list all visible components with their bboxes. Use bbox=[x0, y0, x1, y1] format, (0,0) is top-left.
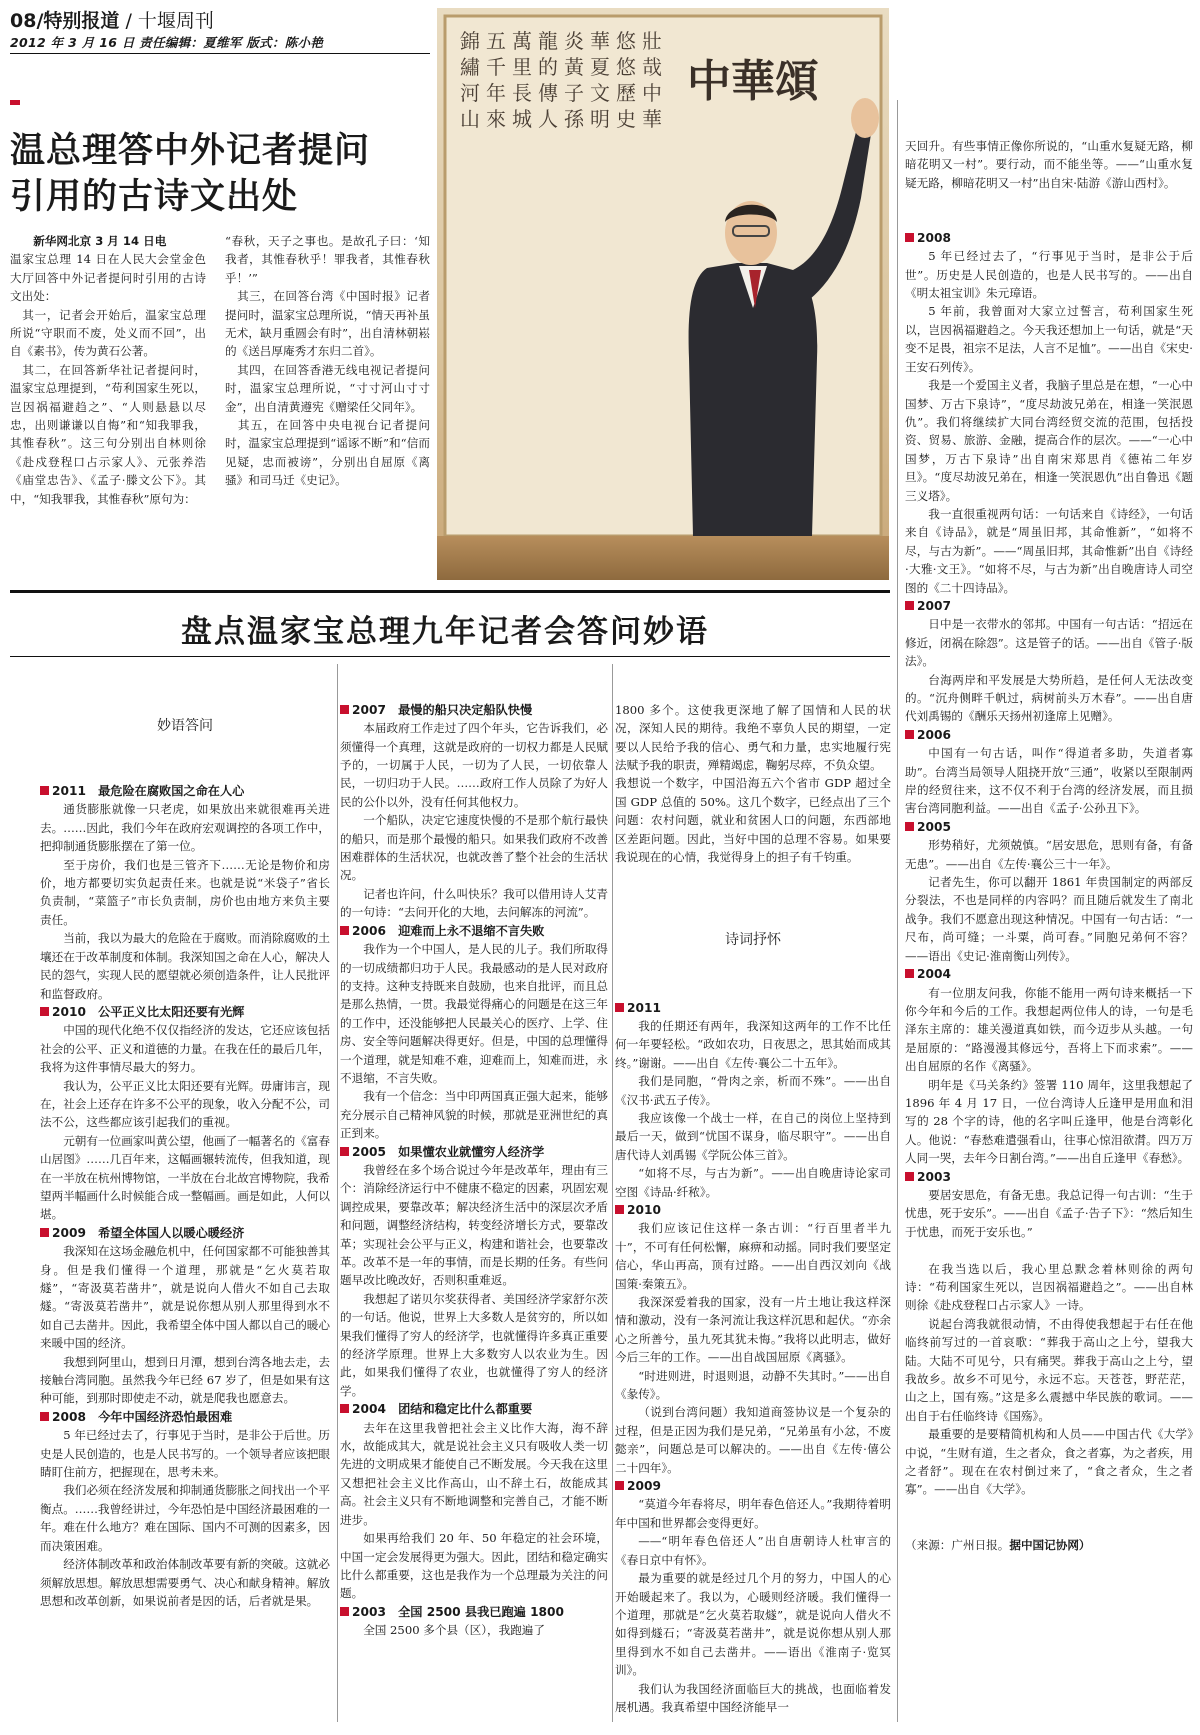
headline-line-2: 引用的古诗文出处 bbox=[10, 176, 299, 217]
source-prefix: （来源：广州日报。 bbox=[905, 1537, 1010, 1552]
entry-heading bbox=[905, 818, 1193, 836]
article1-col1-text: 温家宝总理 14 日在人民大会堂金色大厅回答中外记者提问时引用的古诗文出处： 其一，记者会开始后，温家宝总理所说“守职而不废，处义而不回”，出自《素书》，传为黄石公著。 其二，在回答新华社记者提问时，温家宝总理提到，“苟利国家生死以，岂因祸福避趋之”、“人则悬悬以尽忠，出则谦谦以自悔”和“知我罪我，其惟春秋”。这三句分别出自林则徐《赴戍登程口占示家人》、元张养浩《庙堂忠告》、《孟子·滕文公下》。其中，“知我罪我，其惟春秋”原句为： bbox=[10, 252, 206, 506]
entry-paragraph: 记者先生，你可以翻开 1861 年贵国制定的两部反分裂法，不也是同样的内容吗？而且随后就发生了南北战争。我们不愿意出现这种情况。中国有一句古话：“一尺布，尚可缝；一斗粟，尚可舂。”同胞兄弟何不容？——语出《史记·淮南衡山列传》。 bbox=[905, 875, 1193, 963]
source-note bbox=[905, 1536, 1193, 1554]
column-c-intro: 1800 多个。这使我更深地了解了国情和人民的状况，深知人民的期待。我绝不辜负人民的期望，一定要以人民给予我的信心、勇气和力量，忠实地履行宪法赋予我的职责，殚精竭虑，鞠躬尽瘁，不负众望。 我想说一个数字，中国沿海五六个省市 GDP 超过全国 GDP 总值的 50%。这几个数字，已经点出了三个问题：农村问题，就业和贫困人口的问题，东西部地区差距问题。因此，当好中国的总理不容易。如果要我说现在的心情，我觉得身上的担子有千钧重。 bbox=[615, 702, 891, 865]
calligraphy-char: 孫 bbox=[564, 107, 584, 131]
red-square-icon bbox=[905, 1172, 914, 1181]
entry-block bbox=[40, 1003, 330, 1224]
section-name: 特别报道 bbox=[43, 10, 120, 32]
entry-paragraph: 我深知在这场金融危机中，任何国家都不可能独善其身。但是我们懂得一个道理，那就是“乞火莫若取燧”，“寄汲莫若凿井”，就是说向人借火不如自己去取燧。“寄汲莫若凿井”，就是说你想从别人那里得到水不如自己去凿井。因此，我希望全体中国人都以自己的暖心来暖中国的经济。 bbox=[40, 1244, 330, 1351]
red-square-icon bbox=[905, 233, 914, 242]
entry-heading bbox=[40, 1224, 330, 1242]
entry-paragraph: “莫道今年春将尽，明年春色倍还人。”我期待着明年中国和世界都会变得更好。 bbox=[615, 1497, 891, 1530]
entry-paragraph: 中国有一句古话，叫作“得道者多助，失道者寡助”。台湾当局领导人阻挠开放“三通”，收紧以至限制两岸的经贸往来，这不仅不利于台湾的经济发展，而且损害台湾同胞利益。——出自《孟子·公孙丑下》。 bbox=[905, 746, 1193, 816]
red-square-icon bbox=[40, 786, 49, 795]
entry-heading bbox=[905, 1168, 1193, 1186]
article2-top-rule bbox=[10, 590, 890, 593]
column-d-entries bbox=[905, 229, 1197, 1499]
entry-paragraph: 我想到阿里山，想到日月潭，想到台湾各地去走，去接触台湾同胞。虽然我今年已经 67 岁了，但是如果有这种可能，到那时即使走不动，就是爬我也愿意去。 bbox=[40, 1354, 330, 1406]
entry-heading-text: 2010 bbox=[627, 1202, 661, 1217]
red-square-icon bbox=[615, 1481, 624, 1490]
entry-heading bbox=[40, 1003, 330, 1021]
entry-paragraph: 我们认为我国经济面临巨大的挑战，也面临着发展机遇。我真希望中国经济能早一 bbox=[615, 1681, 891, 1714]
entry-paragraph: 至于房价，我们也是三管齐下……无论是物价和房价，地方都要切实负起责任来。也就是说“米袋子”省长负责制，“菜篮子”市长负责制，房价也由地方来负主要责任。 bbox=[40, 857, 330, 927]
entry-paragraph: 明年是《马关条约》签署 110 周年，这里我想起了 1896 年 4 月 17 日，一位台湾诗人丘逢甲是用血和泪写的 28 个字的诗，他的名字叫丘逢甲，他是台湾彰化人。他说：“春愁难遣强看山，往事心惊泪欲潸。四万万人同一哭，去年今日割台湾。”——出自丘逢甲《春愁》。 bbox=[905, 1077, 1197, 1166]
column-divider bbox=[612, 664, 613, 1722]
red-square-icon bbox=[905, 822, 914, 831]
entry-heading-text: 2007 bbox=[917, 598, 951, 613]
calligraphy-char: 千 bbox=[486, 55, 506, 79]
calligraphy-char: 里 bbox=[512, 55, 532, 79]
entry-paragraph: 日中是一衣带水的邻邦。中国有一句古话：“招远在修近，闭祸在除怨”。这是管子的话。——出自《管子·版法》。 bbox=[905, 617, 1193, 669]
entry-paragraph: （说到台湾问题）我知道商签协议是一个复杂的过程，但是正因为我们是兄弟，“兄弟虽有小忿，不废懿亲”，问题总是可以解决的。——出自《左传·僖公二十四年》。 bbox=[615, 1405, 891, 1475]
entry-paragraph: 全国 2500 多个县（区），我跑遍了 bbox=[363, 1623, 545, 1638]
entry-paragraph: 我们是同胞，“骨肉之亲，析而不殊”。——出自《汉书·武五子传》。 bbox=[615, 1074, 891, 1107]
article2-column-d bbox=[905, 100, 1197, 1722]
column-b-entries bbox=[340, 701, 608, 1640]
calligraphy-char: 悠 bbox=[616, 55, 636, 79]
calligraphy-char: 年 bbox=[486, 81, 506, 105]
column-c-entries bbox=[615, 999, 891, 1717]
entry-paragraph: 去年在这里我曾把社会主义比作大海，海不辞水，故能成其大，就是说社会主义只有吸收人类一切先进的文明成果才能使自己不断发展。今天我在这里又想把社会主义比作高山，山不辞土石，故能成其高。社会主义只有不断地调整和完善自己，才能不断进步。 bbox=[340, 1420, 608, 1527]
calligraphy-char: 山 bbox=[460, 107, 480, 131]
entry-heading bbox=[340, 922, 608, 940]
entry-heading-text: 2003 bbox=[917, 1169, 951, 1184]
article2-title: 盘点温家宝总理九年记者会答问妙语 bbox=[181, 614, 709, 650]
calligraphy-char: 炎 bbox=[564, 29, 584, 53]
entry-paragraph: 我作为一个中国人，是人民的儿子。我们所取得的一切成绩都归功于人民。我最感动的是人民对政府的支持。这种支持既来自鼓励，也来自批评，而且总是那么热情，一贯。我最觉得痛心的问题是在这三年的工作中，还没能够把人民最关心的医疗、上学、住房、安全等问题解决得更好。但是，中国的总理懂得一个道理，就是知难不难，迎难而上，知难而进，永不退缩，不言失败。 bbox=[340, 942, 608, 1085]
entry-heading bbox=[340, 701, 608, 719]
calligraphy-char: 夏 bbox=[590, 55, 610, 79]
entry-heading-text: 2008 今年中国经济恐怕最困难 bbox=[52, 1409, 233, 1424]
entry-block bbox=[905, 965, 1197, 1167]
entry-paragraph: 我是一个爱国主义者，我脑子里总是在想，“一心中国梦、万古下泉诗”，“度尽劫波兄弟在，相逢一笑泯恩仇”。我们将继续扩大同台湾经贸交流的范围，包括投资、贸易、旅游、金融，提高合作的层次。——“一心中国梦，万古下泉诗”出自南宋郑思肖《德祐二年岁旦》。“度尽劫波兄弟在，相逢一笑泯恩仇”出自鲁迅《题三义塔》。 bbox=[905, 378, 1193, 503]
entry-heading-text: 2010 公平正义比太阳还要有光辉 bbox=[52, 1004, 245, 1019]
calligraphy-char: 中 bbox=[642, 81, 662, 105]
red-square-icon bbox=[340, 705, 349, 714]
page-number: 08/ bbox=[10, 10, 44, 32]
entry-paragraph: 我曾经在多个场合说过今年是改革年，理由有三个：消除经济运行中不健康不稳定的因素，巩固宏观调控成果，要靠改革；解决经济生活中的深层次矛盾和问题，调整经济结构，转变经济增长方式，要靠改革；实现社会公平与正义，构建和谐社会，也要靠改革。改革不是一年的事情，而是长期的任务。有些问题早改比晚改好，否则积重难返。 bbox=[340, 1162, 608, 1288]
entry-heading-text: 2004 团结和稳定比什么都重要 bbox=[352, 1402, 533, 1417]
entry-heading-text: 2005 如果懂农业就懂穷人经济学 bbox=[352, 1144, 545, 1159]
subheading-poetry: 诗词抒怀 bbox=[725, 932, 781, 949]
entry-paragraph: 有一位朋友问我，你能不能用一两句诗来概括一下你今年和今后的工作。我想起两位伟人的诗，一句是毛泽东主席的：雄关漫道真如铁，而今迈步从头越。一句是屈原的：“路漫漫其修远兮，吾将上下而求索”。——出自屈原的名作《离骚》。 bbox=[905, 985, 1193, 1074]
red-square-icon bbox=[905, 601, 914, 610]
entry-paragraph: 要居安思危，有备无患。我总记得一句古训：“生于忧患，死于安乐”。——出自《孟子·告子下》：“然后知生于忧患，而死于安乐也。” bbox=[905, 1187, 1193, 1239]
red-square-icon bbox=[340, 1147, 349, 1156]
article2-column-b bbox=[340, 664, 608, 1722]
entry-block bbox=[40, 1224, 330, 1408]
article1-col2-text: “春秋，天子之事也。是故孔子曰：‘知我者，其惟春秋乎！罪我者，其惟春秋乎！’” 其三，在回答台湾《中国时报》记者提问时，温家宝总理所说，“情天再补虽无术，缺月重圆会有时”，出自清林朝崧的《送吕厚庵秀才东归二首》。 其四，在回答香港无线电视记者提问时，温家宝总理所说，“寸寸河山寸寸金”，出自清黄遵宪《赠梁任父同年》。 其五，在回答中央电视台记者提问时，温家宝总理提到“谣诼不断”和“信而见疑，忠而被谤”，分别出自屈原《离骚》和司马迁《史记》。 bbox=[225, 234, 430, 488]
entry-heading-text: 2006 bbox=[917, 727, 951, 742]
entry-heading-text: 2004 bbox=[917, 967, 951, 982]
entry-heading bbox=[905, 965, 1193, 983]
entry-paragraph: 5 年已经过去了，“行事见于当时，是非公于后世”。历史是人民创造的，也是人民书写的。——出自《明太祖宝训》朱元璋语。 bbox=[905, 249, 1193, 301]
calligraphy-char: 文 bbox=[590, 81, 610, 105]
red-square-icon bbox=[40, 1228, 49, 1237]
entry-paragraph: “如将不尽，与古为新”。——出自晚唐诗论家司空图《诗品·纤秾》。 bbox=[615, 1166, 891, 1199]
entry-paragraph: 一个船队，决定它速度快慢的不是那个航行最快的船只，而是那个最慢的船只。如果我们政府不改善困难群体的生活状况，也就改善了整个社会的生活状况。 bbox=[340, 813, 608, 883]
paper-name: 十堰周刊 bbox=[137, 10, 214, 32]
headline-accent bbox=[10, 100, 20, 105]
calligraphy-char: 錦 bbox=[460, 29, 480, 53]
article2-column-a bbox=[40, 672, 330, 1722]
entry-heading bbox=[615, 1477, 891, 1495]
entry-heading bbox=[340, 1603, 608, 1621]
red-square-icon bbox=[615, 1205, 624, 1214]
entry-paragraph bbox=[905, 1241, 1193, 1259]
entry-block bbox=[905, 229, 1193, 597]
entry-heading bbox=[905, 597, 1193, 615]
headline-line-1: 温总理答中外记者提问 bbox=[10, 130, 371, 171]
entry-heading-text: 2009 希望全体国人以暖心暖经济 bbox=[52, 1225, 245, 1240]
calligraphy-char: 華 bbox=[590, 29, 610, 53]
article2-column-c bbox=[615, 664, 891, 1722]
calligraphy-char: 人 bbox=[538, 107, 558, 131]
red-square-icon bbox=[40, 1412, 49, 1421]
entry-block bbox=[615, 1477, 891, 1716]
header-rule bbox=[10, 53, 430, 54]
entry-heading bbox=[40, 1408, 330, 1426]
red-square-icon bbox=[340, 926, 349, 935]
entry-paragraph: 元朝有一位画家叫黄公望，他画了一幅著名的《富春山居图》……几百年来，这幅画辗转流传，但我知道，现在一半放在杭州博物馆，一半放在台北故宫博物院，我希望两半幅画什么时候能合成一整幅画。画是如此，人何以堪。 bbox=[40, 1133, 330, 1222]
calligraphy-char: 五 bbox=[486, 29, 506, 53]
photo-illustration bbox=[437, 8, 889, 580]
calligraphy-char: 傳 bbox=[538, 81, 558, 105]
entry-heading bbox=[905, 726, 1193, 744]
entry-heading bbox=[615, 999, 891, 1017]
entry-block bbox=[40, 1408, 330, 1610]
entry-heading-text: 2011 最危险在腐败国之命在人心 bbox=[52, 784, 245, 799]
calligraphy-big: 中華頌 bbox=[687, 56, 819, 107]
entry-heading-text: 2008 bbox=[917, 230, 951, 245]
entry-block bbox=[340, 1143, 608, 1401]
article1-headline bbox=[10, 128, 370, 220]
calligraphy-char: 歷 bbox=[616, 81, 636, 105]
calligraphy-char: 悠 bbox=[616, 29, 636, 53]
entry-paragraph: “时进则进，时退则退，动静不失其时。”——出自《彖传》。 bbox=[615, 1368, 891, 1402]
entry-paragraph: 经济体制改革和政治体制改革要有新的突破。这就必须解放思想。解放思想需要勇气、决心和献身精神。解放思想和改革创新，如果说前者是因的话，后者就是果。 bbox=[40, 1557, 330, 1608]
calligraphy-char: 萬 bbox=[512, 29, 532, 53]
entry-paragraph: 我想起了诺贝尔奖获得者、美国经济学家舒尔茨的一句话。他说，世界上大多数人是贫穷的，所以如果我们懂得了穷人的经济学，也就懂得许多真正重要的经济学原理。世界上大多数穷人以农业为生。因此，如果我们懂得了农业，也就懂得了穷人的经济学。 bbox=[340, 1291, 608, 1398]
entry-paragraph: 我一直很重视两句话：一句话来自《诗经》，一句话来自《诗品》，就是“周虽旧邦，其命惟新”，“如将不尽，与古为新”。——“周虽旧邦，其命惟新”出自《诗经·大雅·文王》。“如将不尽，与古为新”出自晚唐诗人司空图的《二十四诗品》。 bbox=[905, 506, 1193, 595]
entry-heading bbox=[340, 1400, 608, 1418]
subheading-quotes: 妙语答问 bbox=[157, 717, 213, 734]
entry-block bbox=[905, 1168, 1193, 1499]
red-square-icon bbox=[615, 1003, 624, 1012]
entry-paragraph: 说起台湾我就很动情，不由得使我想起于右任在他临终前写过的一首哀歌：“葬我于高山之上兮，望我大陆。大陆不可见兮，只有痛哭。葬我于高山之上兮，望我故乡。故乡不可见兮，永远不忘。天苍苍，野茫茫，山之上，国有殇。”这是多么震撼中华民族的歌词。——出自于右任临终诗《国殇》。 bbox=[905, 1316, 1193, 1423]
column-divider bbox=[337, 664, 338, 1722]
calligraphy-char: 明 bbox=[590, 107, 610, 131]
calligraphy-char: 子 bbox=[564, 81, 584, 105]
column-a-entries bbox=[40, 782, 330, 1610]
entry-paragraph: 通货膨胀就像一只老虎，如果放出来就很难再关进去。……因此，我们今年在政府宏观调控的各项工作中，把抑制通货膨胀摆在了第一位。 bbox=[40, 802, 330, 854]
entry-heading-text: 2006 迎难而上永不退缩不言失败 bbox=[352, 923, 545, 938]
entry-paragraph: 本届政府工作走过了四个年头，它告诉我们，必须懂得一个真理，这就是政府的一切权力都是人民赋予的，一切属于人民，一切为了人民，一切依靠人民，一切归功于人民。……政府工作人员除了为好人民的公仆以外，没有任何其他权力。 bbox=[340, 721, 608, 809]
entry-block bbox=[340, 1400, 608, 1602]
entry-heading bbox=[905, 229, 1193, 247]
entry-heading-text: 2005 bbox=[917, 819, 951, 834]
entry-block bbox=[340, 1603, 608, 1640]
entry-block bbox=[615, 1201, 891, 1477]
column-d-intro: 天回升。有些事情正像你所说的，“山重水复疑无路，柳暗花明又一村”。要行动，而不能坐等。——“山重水复疑无路，柳暗花明又一村”出自宋·陆游《游山西村》。 bbox=[905, 138, 1193, 190]
entry-block bbox=[905, 726, 1193, 818]
calligraphy-char: 哉 bbox=[642, 55, 662, 79]
entry-paragraph: 5 年前，我曾面对大家立过誓言，苟利国家生死以，岂因祸福避趋之。今天我还想加上一句话，就是“天变不足畏，祖宗不足法，人言不足恤”。——出自《宋史·王安石列传》。 bbox=[905, 304, 1193, 374]
red-square-icon bbox=[340, 1404, 349, 1413]
entry-paragraph: 我深深爱着我的国家，没有一片土地让我这样深情和激动，没有一条河流让我这样沉思和起伏。“亦余心之所善兮，虽九死其犹未悔。”我将以此明志，做好今后三年的工作。——出自战国屈原《离骚》。 bbox=[615, 1295, 891, 1365]
entry-heading bbox=[340, 1143, 608, 1161]
entry-block bbox=[615, 999, 891, 1201]
entry-block bbox=[40, 782, 330, 1003]
entry-heading-text: 2003 全国 2500 县我已跑遍 1800 bbox=[352, 1604, 564, 1619]
entry-heading-text: 2009 bbox=[627, 1479, 661, 1494]
premier-photo bbox=[437, 8, 889, 580]
red-square-icon bbox=[340, 1607, 349, 1616]
entry-paragraph: 记者也许问，什么叫快乐？我可以借用诗人艾青的一句诗：“去问开化的大地，去问解冻的河流”。 bbox=[340, 886, 608, 920]
dateline: 2012 年 3 月 16 日 责任编辑：夏维军 版式：陈小艳 bbox=[10, 35, 324, 50]
calligraphy-char: 的 bbox=[538, 55, 558, 79]
red-square-icon bbox=[905, 969, 914, 978]
entry-block bbox=[905, 818, 1193, 965]
entry-block bbox=[340, 701, 608, 922]
calligraphy-char: 龍 bbox=[538, 29, 558, 53]
article1-column-1 bbox=[10, 232, 206, 577]
calligraphy-char: 繡 bbox=[460, 55, 480, 79]
entry-heading bbox=[615, 1201, 891, 1219]
entry-paragraph: 在我当选以后，我心里总默念着林则徐的两句诗：“苟利国家生死以，岂因祸福避趋之”。——出自林则徐《赴戍登程口占示家人》一诗。 bbox=[905, 1261, 1193, 1313]
column-divider bbox=[897, 100, 898, 1722]
red-square-icon bbox=[40, 1007, 49, 1016]
entry-paragraph: 形势稍好，尤须兢慎。“居安思危，思则有备，有备无患”。——出自《左传·襄公三十一年》。 bbox=[905, 838, 1193, 871]
calligraphy-char: 史 bbox=[616, 107, 636, 131]
page-header bbox=[10, 6, 214, 33]
entry-paragraph: 我们应该记住这样一条古训：“行百里者半九十”，不可有任何松懈，麻痹和动摇。同时我们要坚定信心，华山再高，顶有过路。——出自西汉刘向《战国策·秦策五》。 bbox=[615, 1221, 891, 1291]
calligraphy-char: 長 bbox=[512, 81, 532, 105]
calligraphy-char: 城 bbox=[512, 107, 532, 131]
entry-paragraph: 最为重要的就是经过几个月的努力，中国人的心开始暖起来了。我以为，心暖则经济暖。我们懂得一个道理，那就是“乞火莫若取燧”，就是说向人借火不如得到燧石；“寄汲莫若凿井”，就是说你想从别人那里得到水不如自己去凿井。——语出《淮南子·览冥训》。 bbox=[615, 1571, 891, 1678]
calligraphy-char: 黃 bbox=[564, 55, 584, 79]
calligraphy-char: 來 bbox=[486, 107, 506, 131]
article1-column-2 bbox=[225, 232, 430, 577]
article2-title-rule bbox=[10, 656, 890, 657]
entry-paragraph: 5 年已经过去了，行事见于当时，是非公于后世。历史是人民创造的，也是人民书写的。一个领导者应该把眼睛盯住前方，把握现在，思考未来。 bbox=[40, 1428, 330, 1480]
entry-paragraph: 我们必须在经济发展和抑制通货膨胀之间找出一个平衡点。……我曾经讲过，今年恐怕是中国经济最困难的一年。难在什么地方？难在国际、国内不可测的因素多，因而决策困难。 bbox=[40, 1483, 330, 1553]
entry-paragraph: 中国的现代化绝不仅仅指经济的发达，它还应该包括社会的公平、正义和道德的力量。在我在任的最后几年，我将为这件事情尽最大的努力。 bbox=[40, 1023, 330, 1075]
entry-heading-text: 2011 bbox=[627, 1000, 661, 1015]
article1-lead: 新华网北京 3 月 14 日电 bbox=[33, 234, 167, 248]
entry-heading bbox=[40, 782, 330, 800]
entry-block bbox=[905, 597, 1193, 726]
entry-paragraph: 当前，我以为最大的危险在于腐败。而消除腐败的土壤还在于改革制度和体制。我深知国之命在人心，解决人民的怨气，实现人民的愿望就必须创造条件，让人民批评和监督政府。 bbox=[40, 931, 330, 1001]
entry-block bbox=[340, 922, 608, 1143]
source-bold: 据中国记协网） bbox=[1009, 1537, 1091, 1552]
entry-paragraph: ——“明年春色倍还人”出自唐朝诗人杜审言的《春日京中有怀》。 bbox=[615, 1534, 891, 1567]
calligraphy-char: 華 bbox=[642, 107, 662, 131]
entry-paragraph: 最重要的是要精简机构和人员——中国古代《大学》中说，“生财有道，生之者众，食之者寡，为之者疾，用之者舒”。现在在农村倒过来了，“食之者众，生之者寡”。——出自《大学》。 bbox=[905, 1427, 1193, 1497]
entry-paragraph: 我有一个信念：当中印两国真正强大起来，能够充分展示自己精神风貌的时候，那就是亚洲世纪的真正到来。 bbox=[340, 1089, 608, 1141]
header-divider: / bbox=[119, 10, 138, 32]
red-square-icon bbox=[905, 730, 914, 739]
calligraphy-char: 壯 bbox=[642, 29, 662, 53]
entry-paragraph: 台海两岸和平发展是大势所趋，是任何人无法改变的。“沉舟侧畔千帆过，病树前头万木春”。——出自唐代刘禹锡的《酬乐天扬州初逢席上见赠》。 bbox=[905, 672, 1193, 724]
entry-paragraph: 如果再给我们 20 年、50 年稳定的社会环境，中国一定会发展得更为强大。因此，团结和稳定确实比什么都重要，这也是我作为一个总理最为关注的问题。 bbox=[340, 1531, 608, 1601]
entry-paragraph: 我应该像一个战士一样，在自己的岗位上坚持到最后一天，做到“忧国不谋身，临尽职守”。——出自唐代诗人刘禹锡《学阮公体三首》。 bbox=[615, 1110, 891, 1162]
entry-paragraph: 我认为，公平正义比太阳还要有光辉。毋庸讳言，现在，社会上还存在许多不公平的现象，收入分配不公，司法不公，这些都应该引起我们的重视。 bbox=[40, 1078, 330, 1130]
entry-paragraph: 我的任期还有两年，我深知这两年的工作不比任何一年要轻松。“政如农功，日夜思之，思其始而成其终。”谢谢。——出自《左传·襄公二十五年》。 bbox=[615, 1018, 891, 1070]
calligraphy-char: 河 bbox=[460, 81, 480, 105]
entry-heading-text: 2007 最慢的船只决定船队快慢 bbox=[352, 702, 533, 717]
